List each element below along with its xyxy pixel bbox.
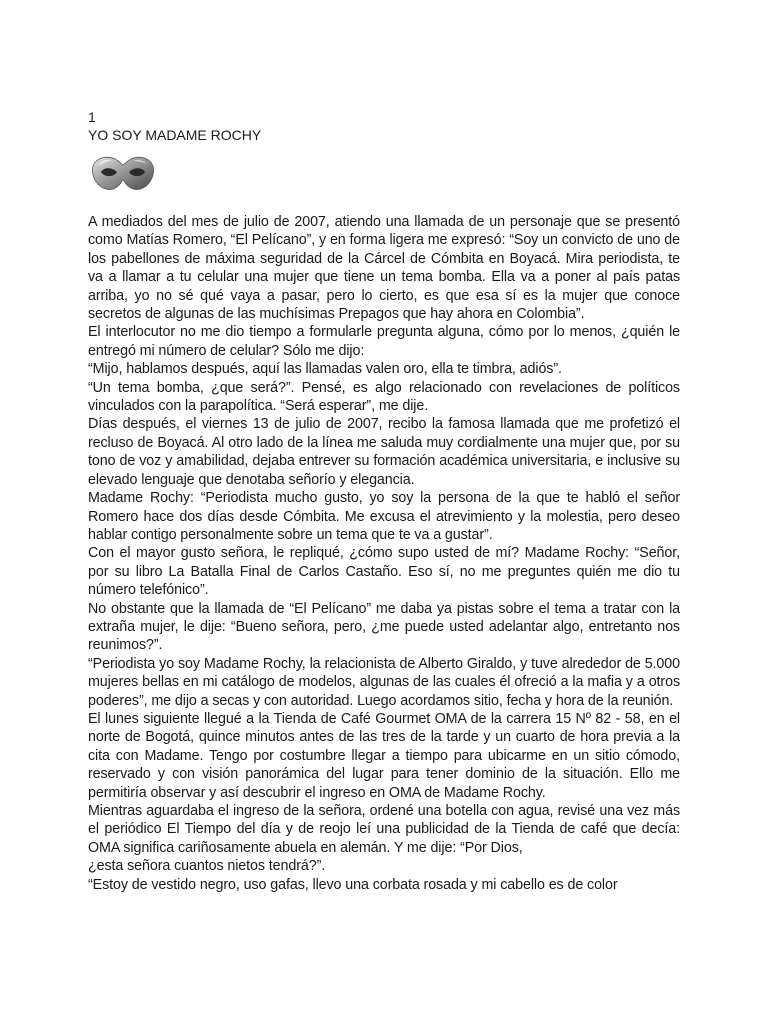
paragraph: A mediados del mes de julio de 2007, atiendo una llamada de un personaje que se presentó como Matías Romero, “El Pelícano”, y en forma ligera me expresó: “Soy un convicto de uno de los pabellones de máxima seguridad de la Cárcel de Cómbita en Boyacá. Mira periodista, te va a llamar a tu celular una mujer que tiene un tema bomba. Ella va a poner al país patas arriba, yo no sé qué vaya a pasar, pero lo cierto, es que esa sí es la mujer que conoce secretos de algunas de las muchísimas Prepagos que hay ahora en Colombia”. (88, 214, 680, 323)
paragraph: ¿esta señora cuantos nietos tendrá?”. (88, 858, 326, 875)
paragraph: “Estoy de vestido negro, uso gafas, llevo una corbata rosada y mi cabello es de color (88, 876, 618, 893)
paragraph: Mientras aguardaba el ingreso de la señora, ordené una botella con agua, revisé una vez más el periódico El Tiempo del día y de reojo leí una publicidad de la Tienda de café que decía: OMA significa cariñosamente abuela en alemán. Y me dije: “Por Dios, (88, 803, 680, 856)
paragraph: El interlocutor no me dio tiempo a formularle pregunta alguna, cómo por lo menos, ¿quién le entregó mi número de celular? Sólo me dijo: (88, 324, 680, 359)
chapter-number: 1 (88, 109, 96, 125)
paragraph: Con el mayor gusto señora, le repliqué, ¿cómo supo usted de mí? Madame Rochy: “Señor, por su libro La Batalla Final de Carlos Castaño. Eso sí, no me preguntes quién me dio tu número telefónico”. (88, 545, 680, 599)
masquerade-mask-icon (90, 150, 156, 196)
paragraph: Días después, el viernes 13 de julio de 2007, recibo la famosa llamada que me profetizó el recluso de Boyacá. Al otro lado de la línea me saluda muy cordialmente una mujer que, por su tono de voz y amabilidad, dejaba entrever su formación académica universitaria, e inclusive su elevado lenguaje que denotaba señorío y elegancia. (88, 416, 680, 488)
paragraph: “Mijo, hablamos después, aquí las llamadas valen oro, ella te timbra, adiós”. (88, 361, 562, 378)
paragraph: “Un tema bomba, ¿que será?”. Pensé, es algo relacionado con revelaciones de políticos vinculados con la parapolítica. “Será esperar”, me dije. (88, 379, 680, 415)
chapter-title: YO SOY MADAME ROCHY (88, 127, 262, 143)
paragraph: Madame Rochy: “Periodista mucho gusto, yo soy la persona de la que te habló el señor Romero hace dos días desde Cómbita. Me excusa el atrevimiento y la molestia, pero deseo hablar contigo personalmente sobre un tema que te va a gustar”. (88, 490, 680, 543)
document-page (88, 108, 680, 894)
paragraph: No obstante que la llamada de “El Pelícano” me daba ya pistas sobre el tema a tratar con la extraña mujer, le dije: “Bueno señora, pero, ¿me puede usted adelantar algo, entretanto nos reunimos?”. (88, 600, 680, 654)
body-text (88, 213, 680, 894)
paragraph: “Periodista yo soy Madame Rochy, la relacionista de Alberto Giraldo, y tuve alrededor de 5.000 mujeres bellas en mi catálogo de modelos, algunas de las cuales él ofreció a la mafia y a otros poderes”, me dijo a secas y con autoridad. Luego acordamos sitio, fecha y hora de la reunión. (88, 655, 680, 709)
paragraph: El lunes siguiente llegué a la Tienda de Café Gourmet OMA de la carrera 15 Nº 82 - 58, en el norte de Bogotá, quince minutos antes de las tres de la tarde y un cuarto de hora previa a la cita con Madame. Tengo por costumbre llegar a tiempo para ubicarme en un sitio cómodo, reservado y con visión panorámica del lugar para tener dominio de la situación. Ello me permitiría observar y así descubrir el ingreso en OMA de Madame Rochy. (88, 710, 680, 801)
